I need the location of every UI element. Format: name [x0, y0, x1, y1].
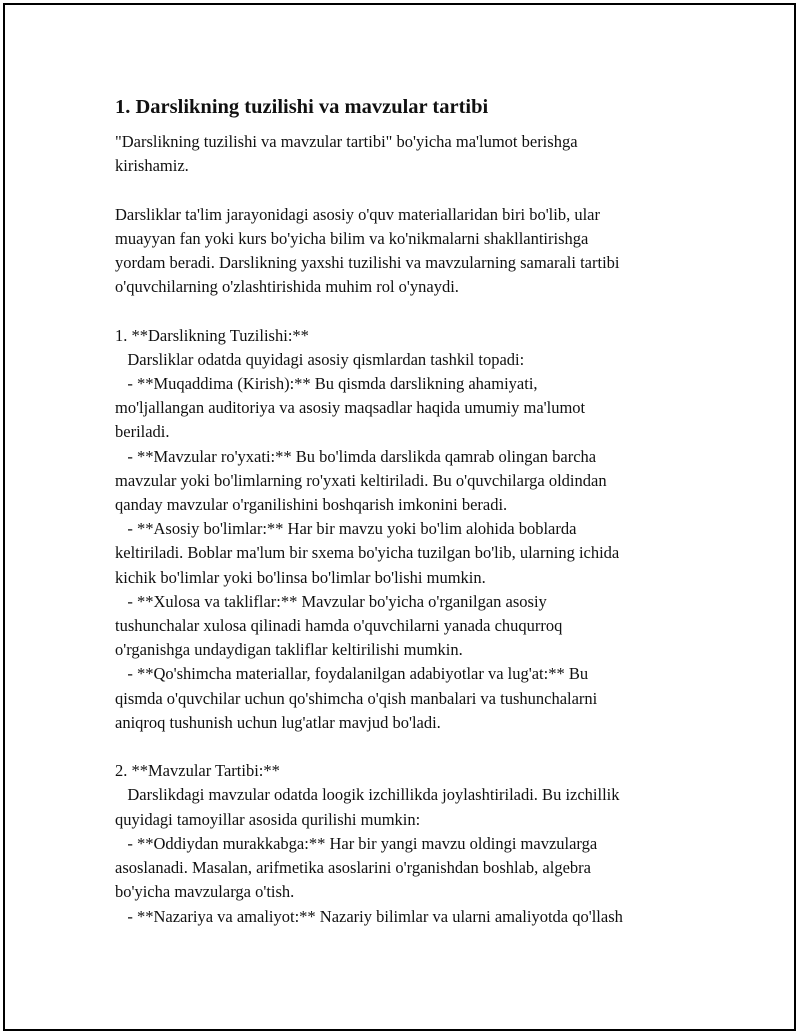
document-title: 1. Darslikning tuzilishi va mavzular tartibi	[115, 96, 489, 118]
document-content	[115, 94, 715, 929]
document-body: "Darslikning tuzilishi va mavzular tartibi" bo'yicha ma'lumot berishga kirishamiz. Darsliklar ta'lim jarayonidagi asosiy o'quv materiallaridan biri bo'lib, ular muayyan fan yoki kurs bo'yicha bilim va ko'nikmalarni shakllantirishga yordam beradi. Darslikning yaxshi tuzilishi va mavzularning samarali tartibi o'quvchilarning o'zlashtirishida muhim rol o'ynaydi. 1. **Darslikning Tuzilishi:** Darsliklar odatda quyidagi asosiy qismlardan tashkil topadi: - **Muqaddima (Kirish):** Bu qismda darslikning ahamiyati, mo'ljallangan auditoriya va asosiy maqsadlar haqida umumiy ma'lumot beriladi. - **Mavzular ro'yxati:** Bu bo'limda darslikda qamrab olingan barcha mavzular yoki bo'limlarning ro'yxati keltiriladi. Bu o'quvchilarga oldindan qanday mavzular o'rganilishini boshqarish imkonini beradi. - **Asosiy bo'limlar:** Har bir mavzu yoki bo'lim alohida boblarda keltiriladi. Boblar ma'lum bir sxema bo'yicha tuzilgan bo'lib, ularning ichida kichik bo'limlar yoki bo'linsa bo'limlar bo'lishi mumkin. - **Xulosa va takliflar:** Mavzular bo'yicha o'rganilgan asosiy tushunchalar xulosa qilinadi hamda o'quvchilarni yanada chuqurroq o'rganishga undaydigan takliflar keltirilishi mumkin. - **Qo'shimcha materiallar, foydalanilgan adabiyotlar va lug'at:** Bu qismda o'quvchilar uchun qo'shimcha o'qish manbalari va tushunchalarni aniqroq tushunish uchun lug'atlar mavjud bo'ladi. 2. **Mavzular Tartibi:** Darslikdagi mavzular odatda loogik izchillikda joylashtiriladi. Bu izchillik quyidagi tamoyillar asosida qurilishi mumkin: - **Oddiydan murakkabga:** Har bir yangi mavzu oldingi mavzularga asoslanadi. Masalan, arifmetika asoslarini o'rganishdan boshlab, algebra bo'yicha mavzularga o'tish. - **Nazariya va amaliyot:** Nazariy bilimlar va ularni amaliyotda qo'llash	[115, 132, 623, 926]
